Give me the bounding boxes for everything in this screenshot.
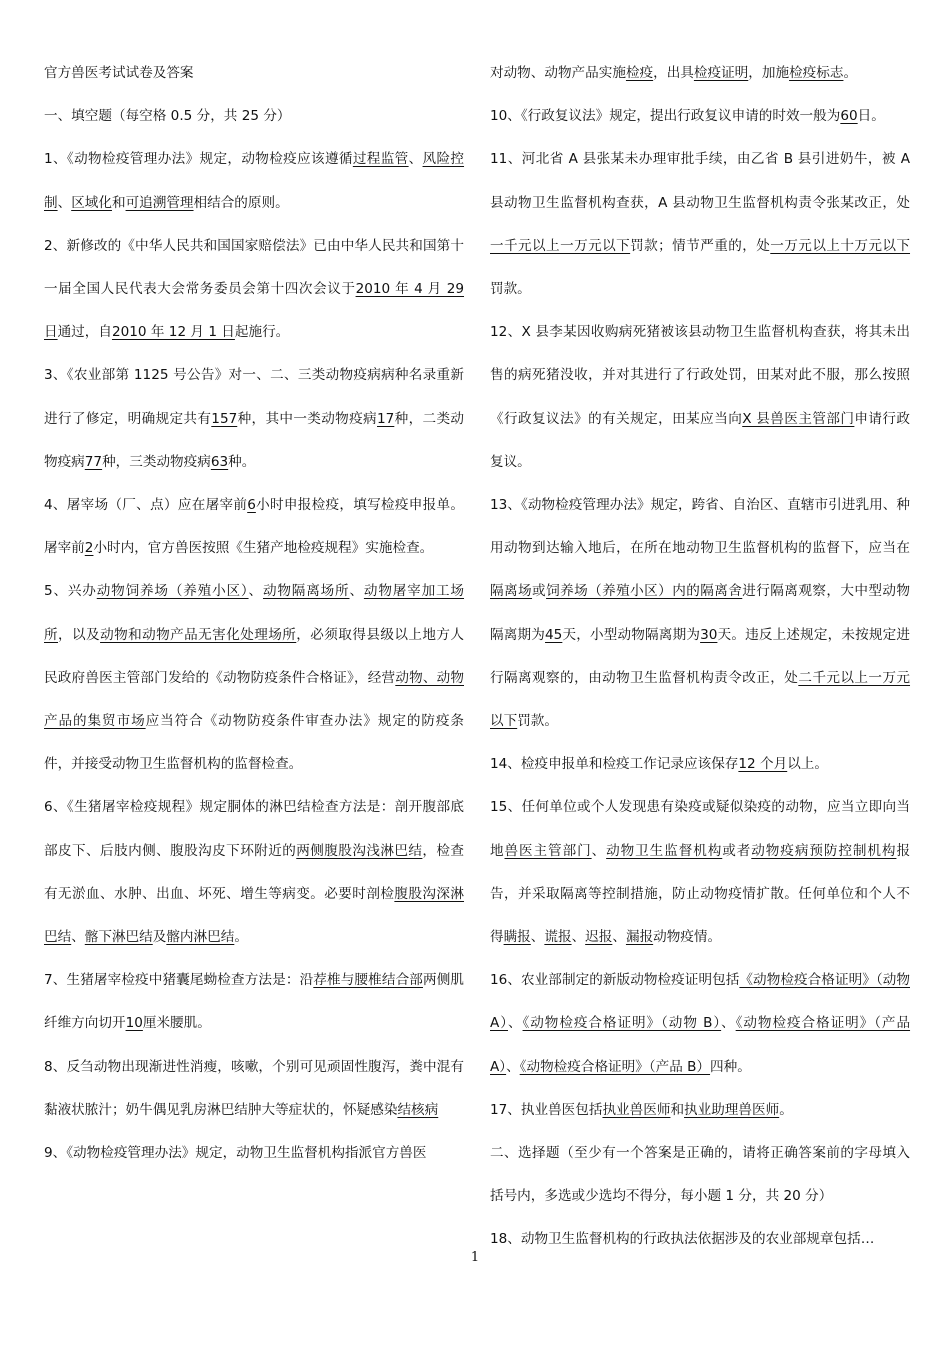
- answer-blank: 两侧腹股沟浅淋巴结: [296, 842, 423, 859]
- answer-blank: 《动物检疫合格证明》（动物 A）: [490, 972, 910, 1032]
- question-text: ，出具: [653, 65, 694, 81]
- answer-blank: 30: [700, 626, 718, 643]
- question-paragraph: [44, 95, 464, 138]
- answer-blank: 髂内淋巴结: [166, 929, 235, 946]
- answer-blank: 12 个月: [738, 756, 788, 773]
- question-text: 2、新修改的《中华人民共和国国家赔偿法》已由中华人民共和国第十一届全国人民代表大会常务委员会第十四次会议于: [44, 237, 464, 298]
- question-paragraph: [490, 786, 910, 959]
- question-text: 二、选择题（至少有一个答案是正确的，请将正确答案前的字母填入括号内，多选或少选均不得分，每小题 1 分，共 20 分）: [490, 1145, 910, 1205]
- answer-blank: 可追溯管理: [125, 194, 194, 211]
- question-text: 、: [507, 1015, 523, 1032]
- answer-blank: 157: [211, 410, 238, 427]
- question-text: 种。: [228, 453, 256, 470]
- question-text: 四种。: [710, 1058, 751, 1075]
- answer-blank: 检疫证明: [693, 65, 749, 81]
- question-text: 一、填空题（每空格 0.5 分，共 25 分）: [44, 108, 291, 125]
- question-text: 13、《动物检疫管理办法》规定，跨省、自治区、直辖市引进乳用、种用动物到达输入地后，在所在地动物卫生监督机构的监督下，应当在: [490, 497, 910, 557]
- question-text: 小时内，官方兽医按照《生猪产地检疫规程》实施检查。: [93, 540, 434, 557]
- question-text: 4、屠宰场（厂、点）应在屠宰前: [44, 497, 248, 514]
- question-paragraph: [490, 95, 910, 138]
- answer-blank: 漏报: [625, 929, 654, 946]
- question-text: 报告，并采取隔离等控制措施，防止动物疫情扩散。任何单位和个人不得: [490, 842, 911, 946]
- question-text: 日。: [857, 108, 885, 125]
- question-text: 相结合的原则。: [193, 194, 289, 211]
- question-text: 两侧肌纤维方向切开: [44, 972, 465, 1032]
- answer-blank: 2: [84, 540, 94, 557]
- answer-blank: 执业兽医师: [602, 1101, 671, 1118]
- question-text: 5、兴办: [44, 583, 97, 600]
- question-text: 9、《动物检疫管理办法》规定，动物卫生监督机构指派官方兽医: [44, 1145, 427, 1162]
- answer-blank: 一万元以上十万元以下: [770, 237, 911, 254]
- answer-blank: 动物隔离场所: [262, 583, 350, 600]
- question-paragraph: [490, 52, 910, 95]
- question-paragraph: [44, 484, 464, 570]
- question-text: 种，三类动物疫病: [102, 453, 211, 470]
- answer-blank: 检疫标志: [789, 65, 844, 81]
- question-paragraph: [44, 1132, 464, 1175]
- question-text: 1、《动物检疫管理办法》规定，动物检疫应该遵循: [44, 151, 353, 168]
- question-text: 、: [591, 842, 607, 859]
- question-paragraph: [44, 959, 464, 1045]
- right-column: [490, 52, 910, 1262]
- question-text: 、: [408, 151, 423, 168]
- answer-blank: 2010 年 12 月 1 日: [111, 324, 235, 341]
- answer-blank: 动物、动物产品的集贸市场: [44, 669, 464, 730]
- answer-blank: 谎报: [544, 929, 572, 946]
- question-paragraph: [44, 354, 464, 484]
- answer-blank: 45: [545, 626, 563, 643]
- question-text: 7、生猪屠宰检疫中猪囊尾蚴检查方法是：沿: [44, 972, 314, 989]
- answer-blank: 腹股沟深淋巴结: [44, 885, 465, 946]
- question-paragraph: [490, 138, 910, 311]
- question-paragraph: [490, 743, 910, 786]
- answer-blank: 《动物检疫合格证明》（动物 B）: [522, 1015, 722, 1032]
- answer-blank: 动物饲养场（养殖小区）: [96, 583, 249, 600]
- question-text: 小时申报检疫，填写检疫申报单。屠宰前: [44, 497, 464, 557]
- question-text: 14、检疫申报单和检疫工作记录应该保存: [490, 756, 739, 773]
- question-text: 12、X 县李某因收购病死猪被该县动物卫生监督机构查获，将其未出售的病死猪没收，并对其进行了行政处罚，田某对此不服，那么按照《行政复议法》的有关规定，田某应当向: [490, 324, 910, 427]
- question-text: 官方兽医考试试卷及答案: [44, 65, 194, 81]
- question-paragraph: [490, 484, 910, 743]
- question-paragraph: [44, 52, 464, 95]
- answer-blank: 动物和动物产品无害化处理场所: [100, 626, 297, 643]
- question-text: 、: [57, 194, 72, 211]
- question-text: 进行隔离观察，大中型动物隔离期为: [490, 583, 911, 643]
- question-paragraph: [44, 786, 464, 959]
- question-text: 罚款。: [517, 713, 558, 730]
- question-text: 、: [721, 1015, 736, 1032]
- answer-blank: 饲养场（养殖小区）内的隔离舍: [546, 583, 743, 600]
- answer-blank: 10: [125, 1015, 143, 1032]
- question-text: 起施行。: [234, 324, 290, 341]
- question-text: 、: [506, 1058, 520, 1075]
- left-column: [44, 52, 464, 1175]
- answer-blank: 《动物检疫合格证明》（产品 A）: [490, 1015, 911, 1075]
- question-text: 、: [530, 929, 545, 946]
- answer-blank: 二千元以上一万元以下: [490, 669, 911, 730]
- question-text: 应当符合《动物防疫条件审查办法》规定的防疫条件，并接受动物卫生监督机构的监督检查。: [44, 713, 465, 773]
- question-text: ，必须取得县级以上地方人民政府兽医主管部门发给的《动物防疫条件合格证》，经营: [44, 626, 465, 686]
- question-text: 、: [571, 929, 586, 946]
- answer-blank: 兽医主管部门: [504, 842, 592, 859]
- question-text: 罚款。: [490, 281, 531, 298]
- answer-blank: 区域化: [71, 194, 112, 211]
- question-paragraph: [44, 1046, 464, 1132]
- question-text: 种，其中一类动物疫病: [237, 410, 377, 427]
- question-text: 。: [779, 1101, 793, 1118]
- answer-blank: 瞒报: [503, 929, 531, 946]
- question-text: 申请行政复议。: [490, 410, 911, 470]
- question-text: 种，二类动物疫病: [44, 410, 465, 470]
- answer-blank: 检疫: [625, 65, 654, 81]
- answer-blank: 结核病: [397, 1101, 439, 1118]
- question-text: 11、河北省 A 县张某未办理审批手续，由乙省 B 县引进奶牛，被 A 县动物卫生监督机构查获，A 县动物卫生监督机构责令张某改正，处: [490, 151, 910, 211]
- question-text: 6、《生猪屠宰检疫规程》规定胴体的淋巴结检查方法是：剖开腹部底部皮下、后肢内侧、腹股沟皮下环附近的: [44, 799, 464, 859]
- question-text: 和: [111, 194, 126, 211]
- question-text: 、: [612, 929, 626, 946]
- question-text: 天，小型动物隔离期为: [562, 626, 701, 643]
- question-paragraph: [44, 138, 464, 224]
- question-text: 、: [71, 929, 85, 946]
- question-text: 16、农业部制定的新版动物检疫证明包括: [490, 972, 740, 989]
- answer-blank: 60: [840, 108, 858, 125]
- question-text: 天。违反上述规定，未按规定进行隔离观察的，由动物卫生监督机构责令改正，处: [490, 626, 911, 686]
- question-text: ，加施: [748, 65, 790, 81]
- question-text: 8、反刍动物出现渐进性消瘦，咳嗽，个别可见顽固性腹泻，粪中混有黏液状脓汁；奶牛偶见乳房淋巴结肿大等症状的，怀疑感染: [44, 1058, 464, 1118]
- question-text: 或: [532, 583, 547, 600]
- answer-blank: 动物屠宰加工场所: [44, 583, 465, 643]
- answer-blank: 17: [377, 410, 395, 427]
- question-text: 10、《行政复议法》规定，提出行政复议申请的时效一般为: [490, 108, 841, 125]
- answer-blank: 动物卫生监督机构: [606, 842, 723, 859]
- answer-blank: 过程监管: [352, 151, 409, 168]
- question-text: 、: [349, 583, 364, 600]
- answer-blank: 《动物检疫合格证明》（产品 B）: [519, 1058, 711, 1075]
- answer-blank: 2010 年 4 月 29 日: [44, 281, 465, 341]
- answer-blank: 一千元以上一万元以下: [490, 237, 631, 254]
- question-text: 动物疫情。: [653, 929, 722, 946]
- question-text: 。: [843, 65, 858, 81]
- answer-blank: 风险控制: [44, 151, 465, 211]
- question-text: ，检查有无淤血、水肿、出血、坏死、增生等病变。必要时剖检: [44, 842, 465, 902]
- question-paragraph: [44, 570, 464, 786]
- question-text: 罚款；情节严重的，处: [630, 237, 771, 254]
- question-text: 18、动物卫生监督机构的行政执法依据涉及的农业部规章包括…: [490, 1231, 875, 1248]
- question-paragraph: [44, 225, 464, 355]
- answer-blank: 髂下淋巴结: [84, 929, 153, 946]
- answer-blank: 动物疫病预防控制机构: [751, 842, 897, 859]
- page-number: 1: [470, 1250, 480, 1265]
- answer-blank: X 县兽医主管部门: [742, 410, 855, 427]
- answer-blank: 执业助理兽医师: [684, 1101, 780, 1118]
- question-text: 以上。: [787, 756, 828, 773]
- answer-blank: 隔离场: [490, 583, 533, 600]
- question-text: 3、《农业部第 1125 号公告》对一、二、三类动物疫病病种名录重新进行了修定，明确规定共有: [44, 367, 464, 427]
- question-text: 通过，自: [57, 324, 112, 341]
- question-text: 对动物、动物产品实施: [490, 65, 626, 81]
- answer-blank: 迟报: [585, 929, 613, 946]
- question-text: 15、任何单位或个人发现患有染疫或疑似染疫的动物，应当立即向当地: [490, 799, 910, 859]
- question-text: 17、执业兽医包括: [490, 1101, 603, 1118]
- question-paragraph: [490, 311, 910, 484]
- question-text: 和: [670, 1101, 685, 1118]
- question-text: 。: [234, 929, 248, 946]
- question-text: 或者: [722, 842, 752, 859]
- question-text: 、: [248, 583, 263, 600]
- question-text: ，以及: [58, 626, 101, 643]
- answer-blank: 荐椎与腰椎结合部: [313, 972, 423, 989]
- question-paragraph: [490, 1132, 910, 1218]
- answer-blank: 77: [84, 453, 103, 470]
- question-text: 厘米腰肌。: [142, 1015, 211, 1032]
- question-paragraph: [490, 959, 910, 1089]
- answer-blank: 63: [210, 453, 229, 470]
- answer-blank: 6: [247, 497, 256, 514]
- question-paragraph: [490, 1089, 910, 1132]
- question-text: 及: [152, 929, 167, 946]
